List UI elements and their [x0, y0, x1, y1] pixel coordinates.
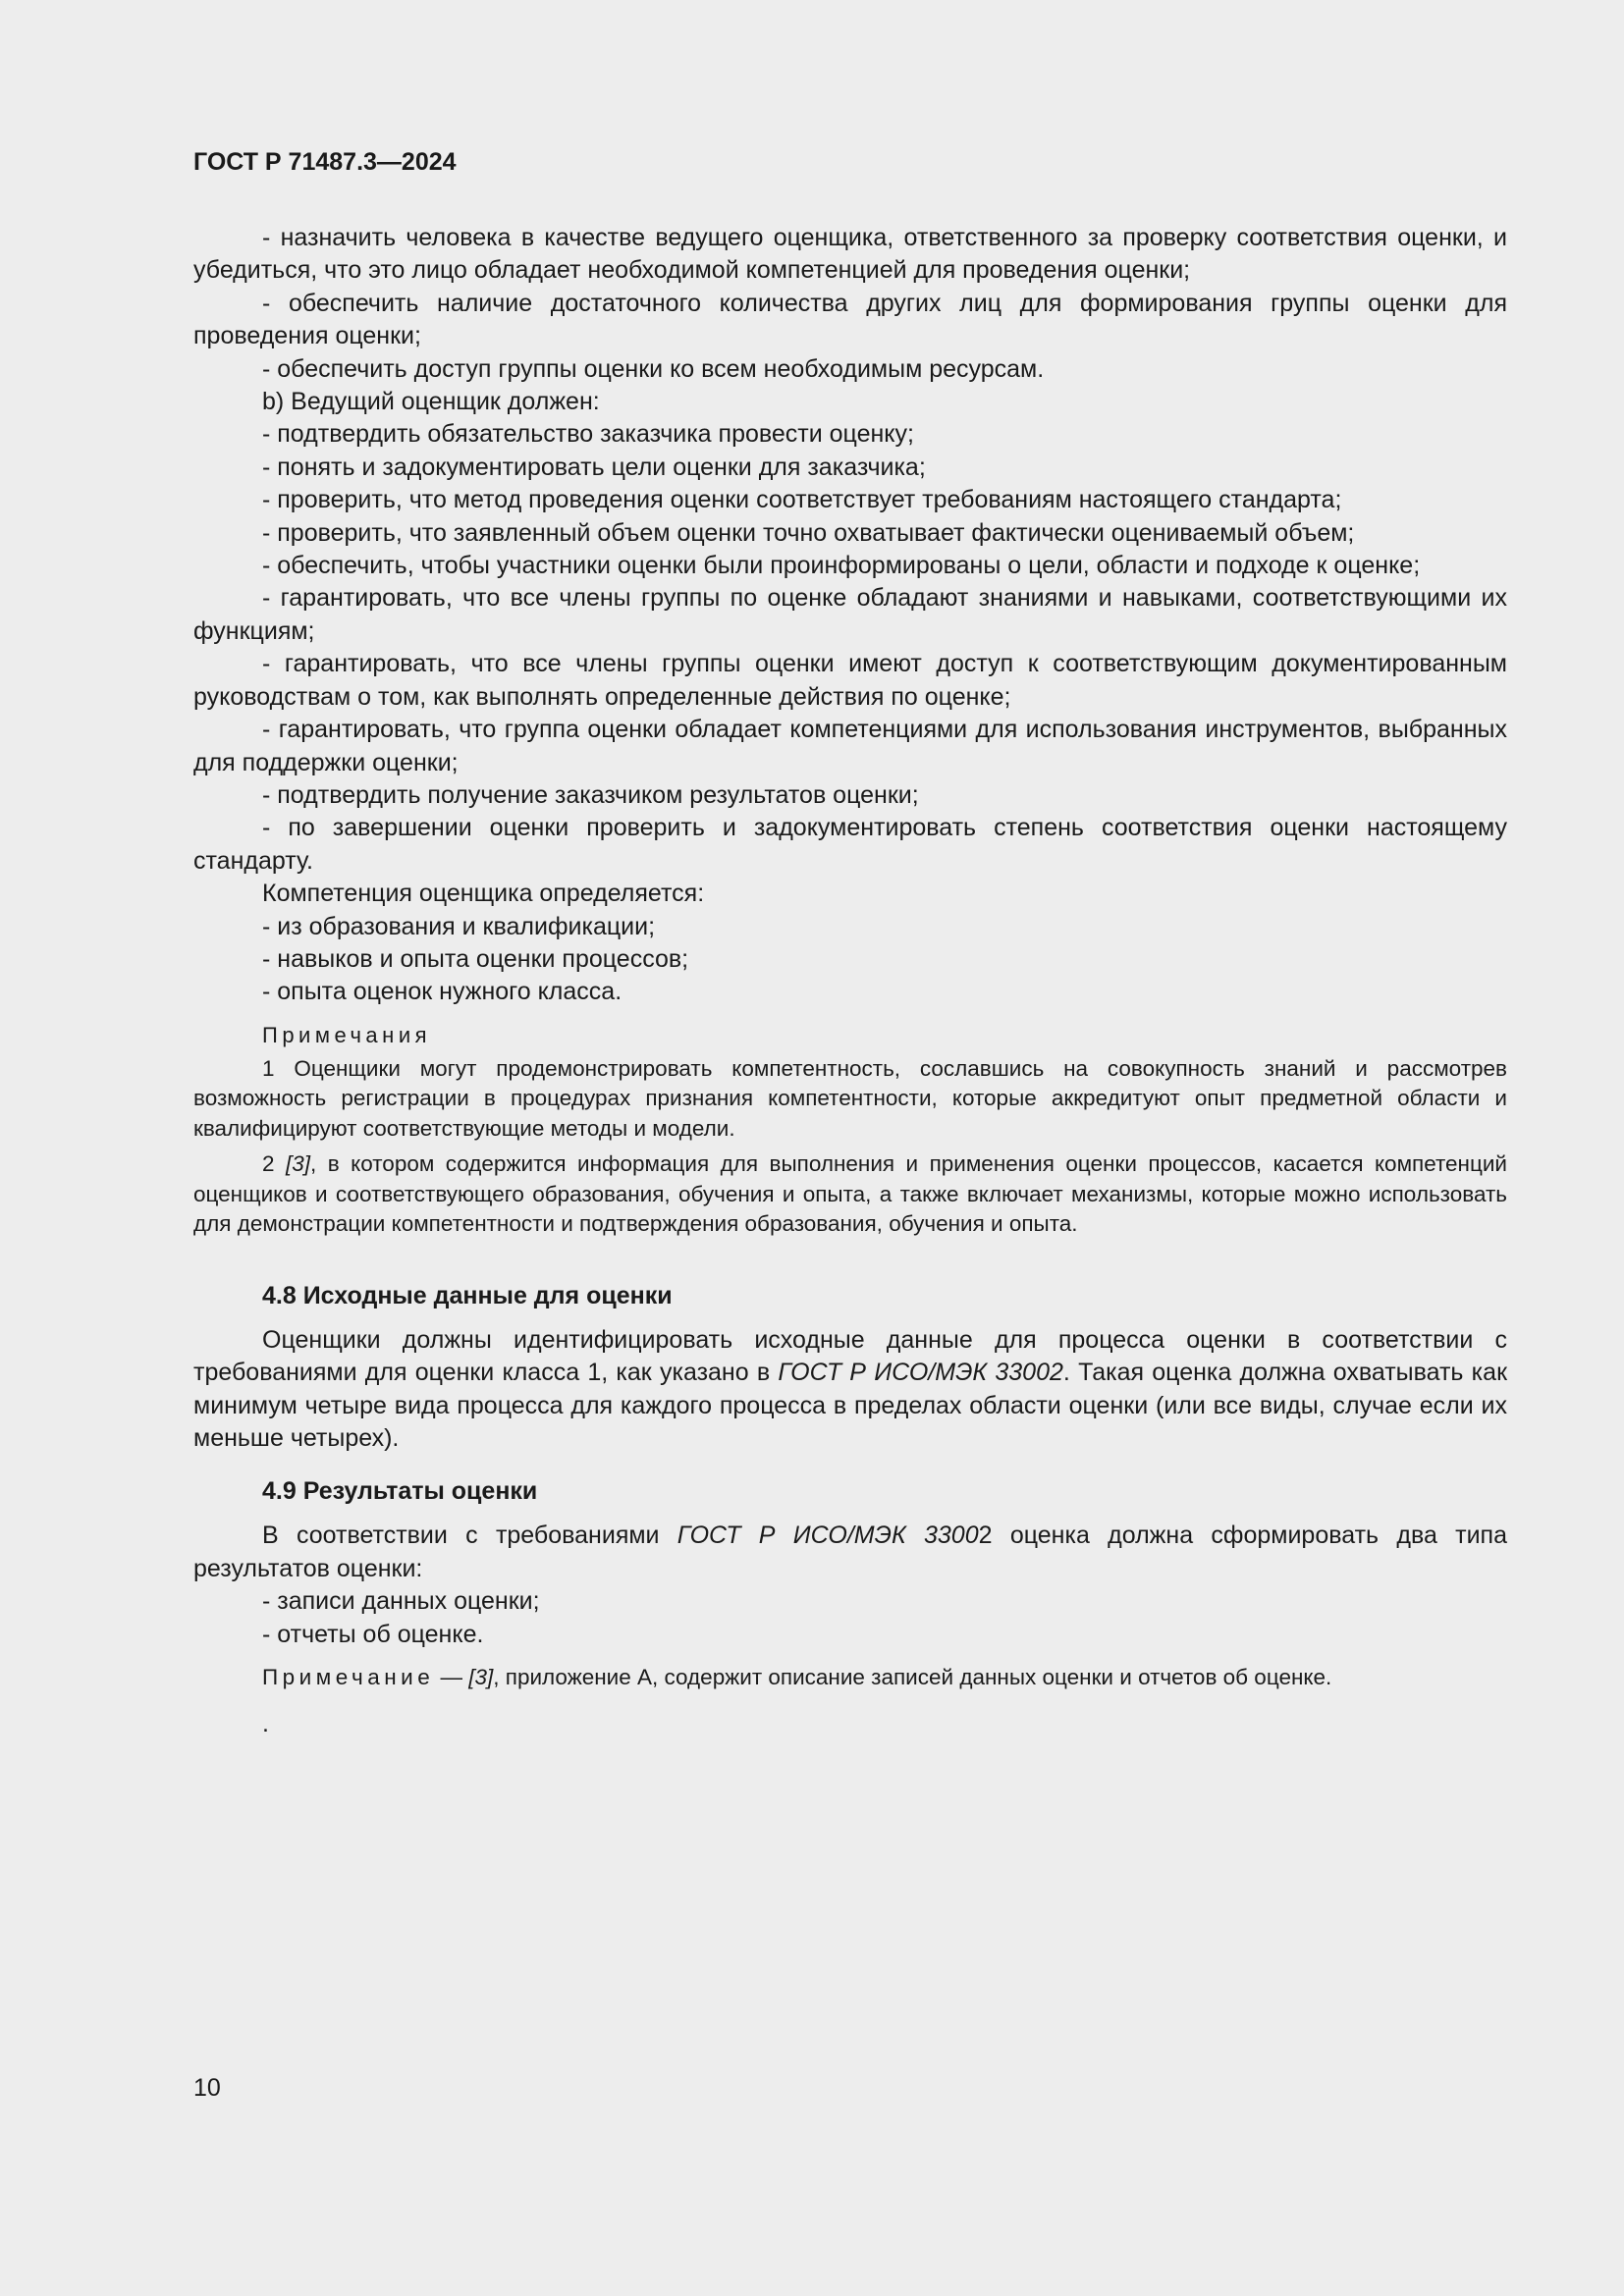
list-item: - из образования и квалификации;: [262, 912, 656, 940]
paragraph-text: Оценщики должны идентифицировать исходные данные для процесса оценки в соответствии с требованиями для оценки класса 1, как указано в: [193, 1325, 1507, 1387]
paragraph-text: В соответствии с требованиями: [262, 1522, 677, 1550]
note-1: 1 Оценщики могут продемонстрировать компетентность, сославшись на совокупность знаний и рассмотрев возможность регистрации в процедурах признания компетентности, которые аккредитуют опыт предметной области и квалифицируют соответствующие методы и модели.: [193, 1055, 1507, 1141]
list-item: - опыта оценок нужного класса.: [262, 978, 623, 1006]
page-number: 10: [193, 2074, 221, 2102]
competence-intro: Компетенция оценщика определяется:: [262, 880, 705, 908]
section-4-9-paragraph: [193, 1520, 1507, 1585]
list-item: - проверить, что метод проведения оценки соответствует требованиям настоящего стандарта;: [262, 486, 1342, 514]
standard-reference: ГОСТ Р ИСО/МЭК 3300: [677, 1522, 979, 1550]
item-b-label: b) Ведущий оценщик должен:: [262, 388, 600, 416]
note-dash: —: [434, 1665, 469, 1689]
section-4-8-paragraph: [193, 1324, 1507, 1456]
list-item: - обеспечить, чтобы участники оценки были проинформированы о цели, области и подходе к оценке;: [262, 552, 1421, 580]
list-item: - гарантировать, что группа оценки обладает компетенциями для использования инструментов, выбранных для поддержки оценки;: [193, 716, 1507, 776]
notes-title: Примечания: [262, 1022, 432, 1047]
list-item: - записи данных оценки;: [262, 1587, 540, 1616]
list-item: - отчеты об оценке.: [262, 1620, 484, 1648]
paragraph-text: 2 оценка должна сформировать два типа результатов оценки:: [193, 1522, 1507, 1582]
list-item: - проверить, что заявленный объем оценки точно охватывает фактически оцениваемый объем;: [262, 518, 1355, 547]
section-4-9-note: [193, 1663, 1507, 1693]
list-item: - гарантировать, что все члены группы оценки имеют доступ к соответствующим документированным руководствам о том, как выполнять определенные действия по оценке;: [193, 650, 1507, 711]
paragraph-text: . Такая оценка должна охватывать как минимум четыре вида процесса для каждого процесса в пределах области оценки (или все виды, случае если их меньше четырех).: [193, 1359, 1508, 1452]
standard-designation: ГОСТ Р 71487.3—2024: [193, 148, 457, 176]
section-heading-4-9: 4.9 Результаты оценки: [262, 1477, 538, 1506]
list-item: - подтвердить обязательство заказчика провести оценку;: [262, 420, 914, 449]
note-text: , приложение А, содержит описание записей данных оценки и отчетов об оценке.: [493, 1665, 1332, 1689]
list-item: - гарантировать, что все члены группы по оценке обладают знаниями и навыками, соответствующими их функциям;: [193, 584, 1507, 645]
note-2-text: , в котором содержится информация для выполнения и применения оценки процессов, касается компетенций оценщиков и соответствующего образования, обучения и опыта, а также включает механизмы, которые можно использовать для демонстрации компетентности и подтверждения образования, обучения и опыта.: [193, 1151, 1508, 1237]
list-item: - понять и задокументировать цели оценки для заказчика;: [262, 453, 926, 481]
list-item: - по завершении оценки проверить и задокументировать степень соответствия оценки настоящему стандарту.: [193, 814, 1507, 875]
standard-reference: ГОСТ Р ИСО/МЭК 33002: [778, 1359, 1063, 1387]
list-item: - обеспечить доступ группы оценки ко всем необходимым ресурсам.: [262, 354, 1045, 383]
list-item: - обеспечить наличие достаточного количества других лиц для формирования группы оценки для проведения оценки;: [193, 289, 1507, 350]
reference-link: [3]: [285, 1151, 311, 1177]
note-2: [193, 1149, 1507, 1240]
list-item: - подтвердить получение заказчиком результатов оценки;: [262, 780, 919, 809]
document-page: [193, 145, 1507, 1740]
note-label: Примечание: [262, 1665, 435, 1689]
list-item: - назначить человека в качестве ведущего оценщика, ответственного за проверку соответствия оценки, и убедиться, что это лицо обладает необходимой компетенцией для проведения оценки;: [193, 224, 1507, 285]
section-heading-4-8: 4.8 Исходные данные для оценки: [262, 1281, 673, 1309]
trailing-dot: .: [262, 1709, 269, 1737]
note-2-number: 2: [262, 1151, 286, 1177]
list-item: - навыков и опыта оценки процессов;: [262, 944, 689, 973]
reference-link: [3]: [468, 1665, 494, 1689]
